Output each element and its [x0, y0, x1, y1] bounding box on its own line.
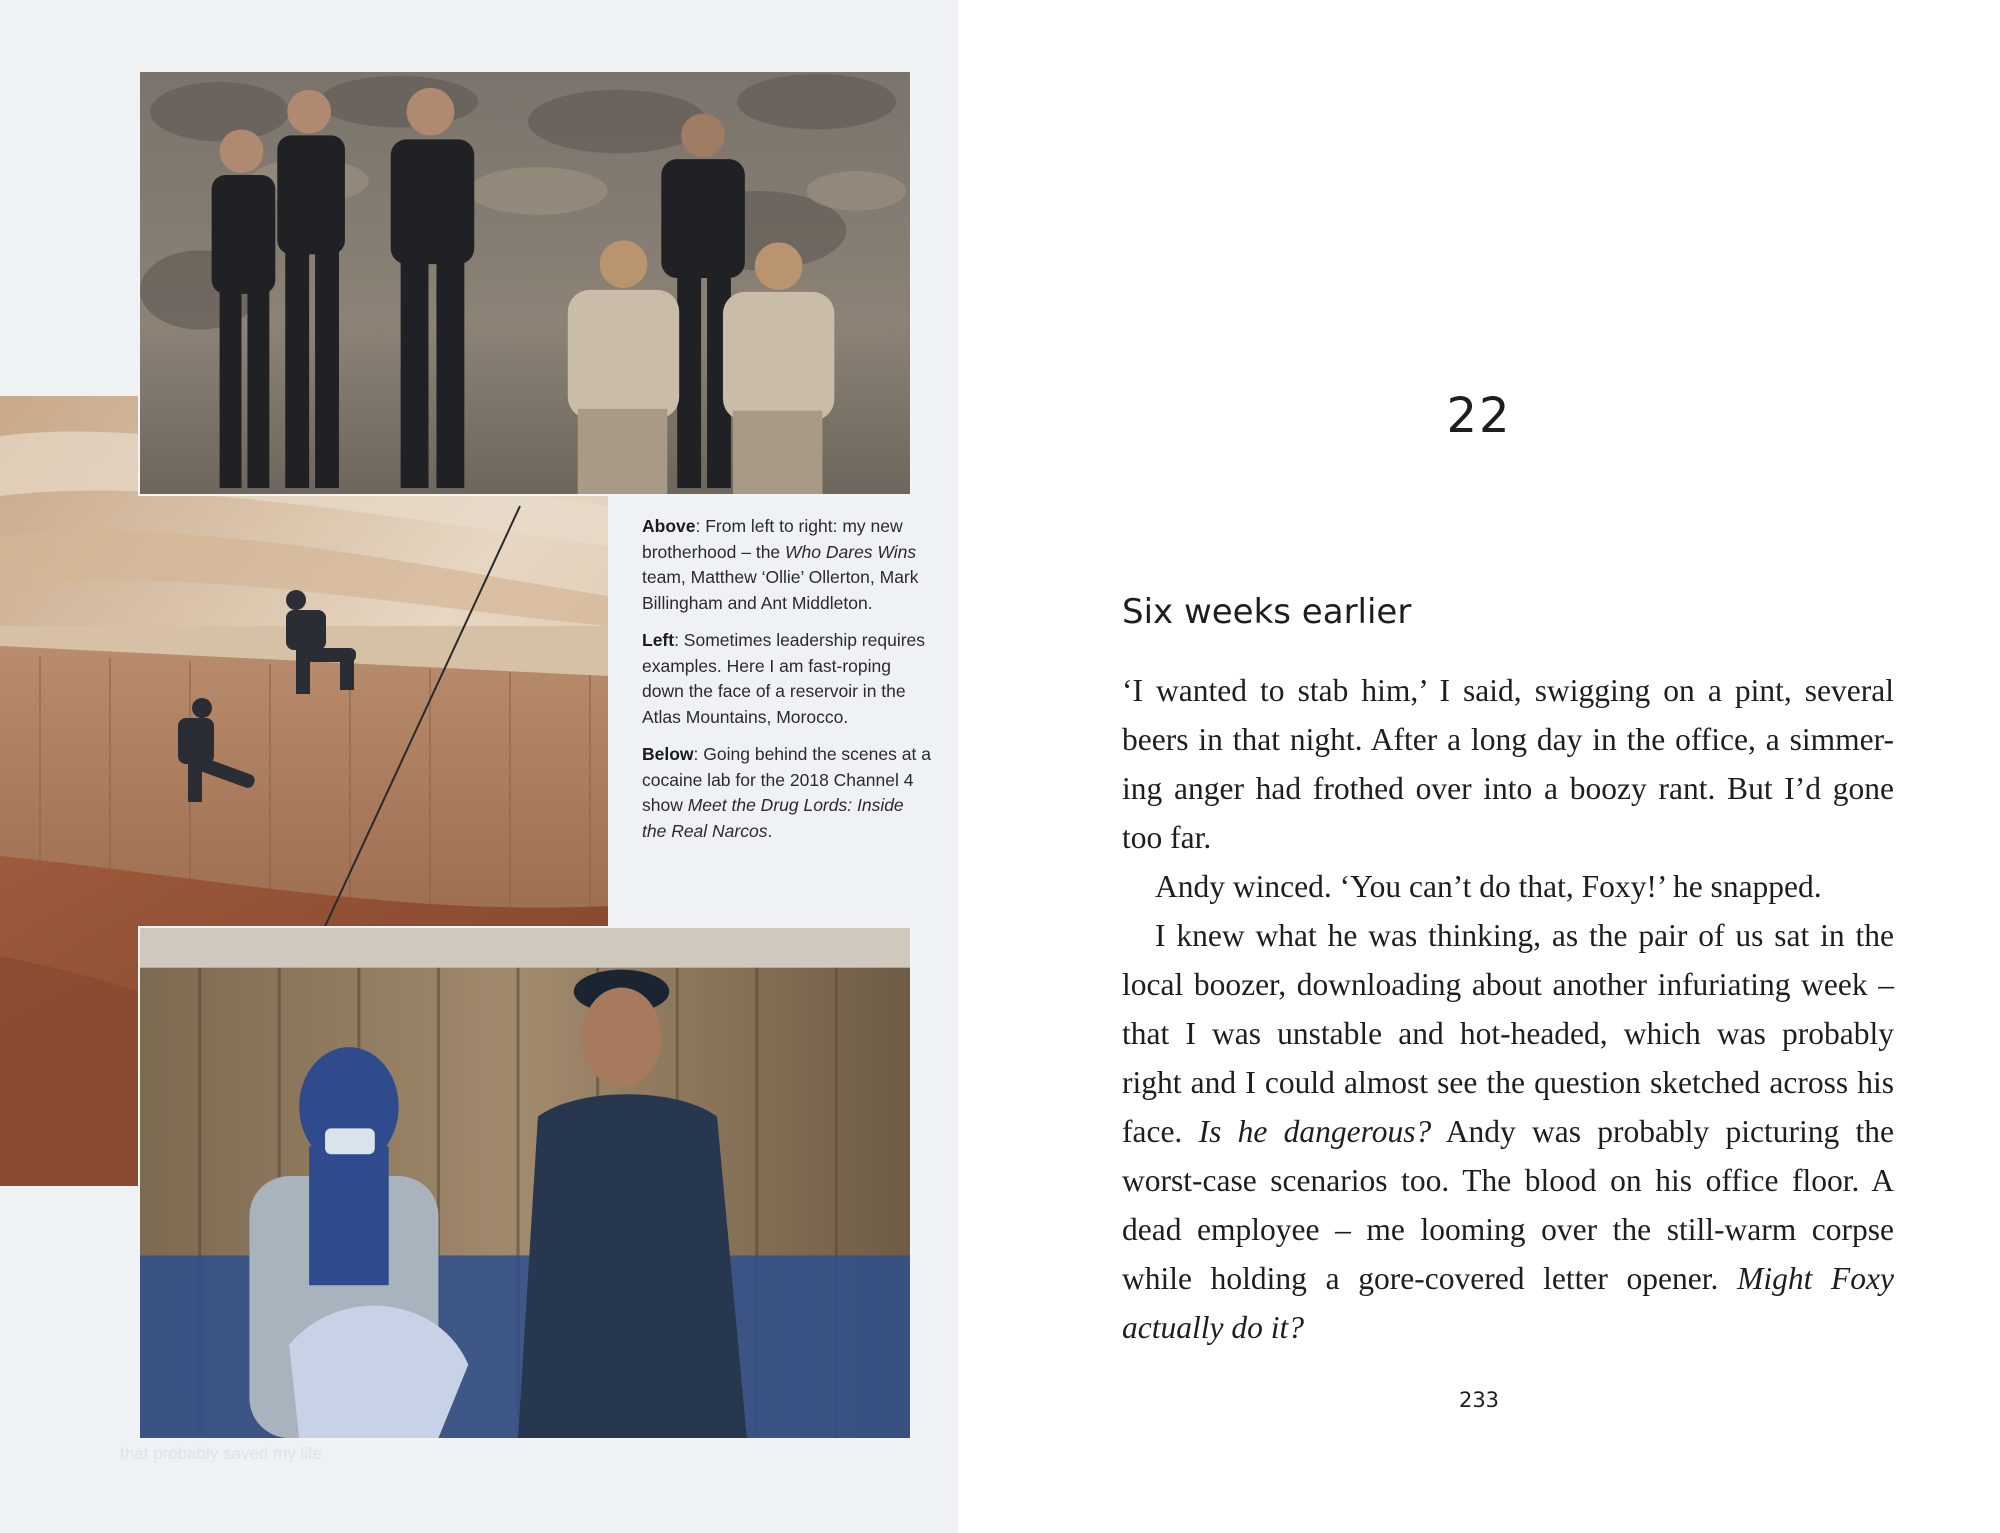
body-text: [1122, 666, 1894, 1352]
chapter-number: 22: [1446, 388, 1512, 444]
section-title: Six weeks earlier: [1122, 592, 1412, 632]
caption-above: Above: From left to right: my new brotherhood – the Who Dares Wins team, Matthew ‘Ollie’ Ollerton, Mark Billingham and Ant Middleton.: [642, 516, 919, 613]
photo-captions: [642, 514, 932, 856]
paragraph-3: I knew what he was thinking, as the pair of us sat in the local boozer, downloading about another infuriating week – that I was unstable and hot-headed, which was probably right and I could almost see the question sketched across his face. Is he dangerous? Andy was probably picturing the worst-case scenarios too. The blood on his office floor. A dead employee – me looming over the still-warm corpse while holding a gore-covered letter opener. Might Foxy actually do it?: [1122, 918, 1895, 1345]
right-page: [958, 0, 2000, 1533]
photo-cocaine-lab: [138, 926, 912, 1440]
caption-above-label: Above: [642, 516, 696, 536]
paragraph-2: Andy winced. ‘You can’t do that, Foxy!’ he snapped.: [1155, 869, 1822, 904]
bleed-through-text: that probably saved my life: [120, 1444, 323, 1463]
caption-below: Below: Going behind the scenes at a cocaine lab for the 2018 Channel 4 show Meet the Drug Lords: Inside the Real Narcos.: [642, 744, 931, 841]
page-number: 233: [1458, 1388, 1500, 1412]
caption-left-label: Left: [642, 630, 675, 650]
paragraph-1: ‘I wanted to stab him,’ I said, swigging on a pint, several beers in that night. After a long day in the office, a simmer-ing anger had frothed over into a boozy rant. But I’d gone too far.: [1122, 673, 1894, 855]
photo-who-dares-wins-team: [138, 70, 912, 496]
left-page: [0, 0, 958, 1533]
caption-below-label: Below: [642, 744, 694, 764]
caption-left: Left: Sometimes leadership requires examples. Here I am fast-roping down the face of a reservoir in the Atlas Mountains, Morocco.: [642, 630, 926, 727]
